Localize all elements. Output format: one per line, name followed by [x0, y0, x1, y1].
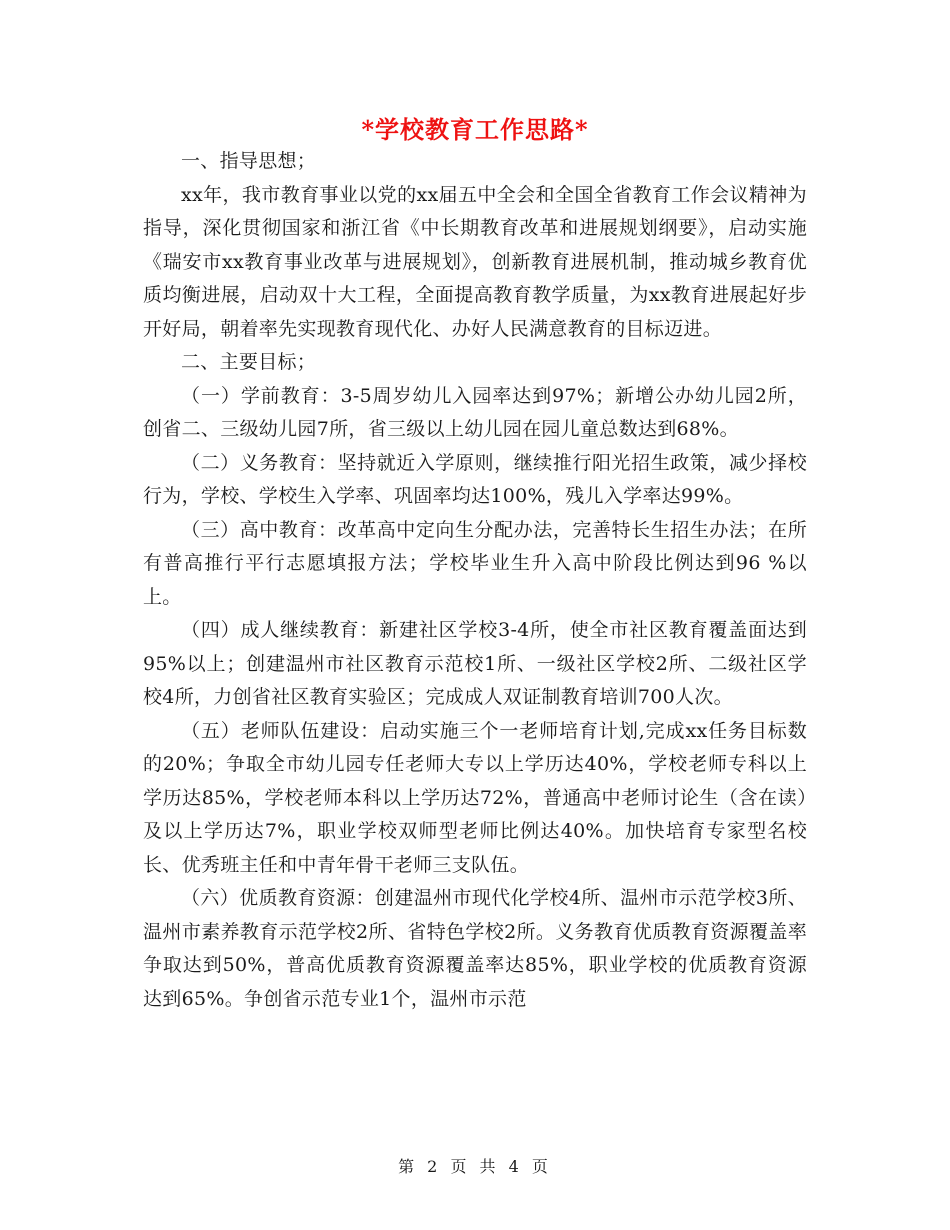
paragraph-adult-education: （四）成人继续教育：新建社区学校3-4所，使全市社区教育覆盖面达到95%以上；创建温州市社区教育示范校1所、一级社区学校2所、二级社区学校4所，力创省社区教育实验区；完成成人双证制教育培训700人次。	[143, 619, 807, 708]
paragraph-guiding-ideology: xx年，我市教育事业以党的xx届五中全会和全国全省教育工作会议精神为指导，深化贯彻国家和浙江省《中长期教育改革和进展规划纲要》，启动实施《瑞安市xx教育事业改革与进展规划》，创新教育进展机制，推动城乡教育优质均衡进展，启动双十大工程，全面提高教育教学质量，为xx教育进展起好步开好局，朝着率先实现教育现代化、办好人民满意教育的目标迈进。	[143, 183, 807, 340]
section-heading-guiding-ideology: 一、指导思想；	[181, 150, 317, 172]
paragraph-teacher-team: （五）老师队伍建设：启动实施三个一老师培育计划,完成xx任务目标数的20%；争取全市幼儿园专任老师大专以上学历达40%，学校老师专科以上学历达85%，学校老师本科以上学历达72%，普通高中老师讨论生（含在读）及以上学历达7%，职业学校双师型老师比例达40%。加快培育专家型名校长、优秀班主任和中青年骨干老师三支队伍。	[143, 719, 807, 876]
paragraph-preschool-education: （一）学前教育：3-5周岁幼儿入园率达到97%；新增公办幼儿园2所，创省二、三级幼儿园7所，省三级以上幼儿园在园儿童总数达到68%。	[143, 384, 807, 440]
page-footer: 第 2 页 共 4 页	[398, 1157, 552, 1176]
paragraph-high-school-education: （三）高中教育：改革高中定向生分配办法，完善特长生招生办法；在所有普高推行平行志愿填报方法；学校毕业生升入高中阶段比例达到96 %以上。	[143, 518, 807, 608]
paragraph-compulsory-education: （二）义务教育：坚持就近入学原则，继续推行阳光招生政策，减少择校行为，学校、学校生入学率、巩固率均达100%，残儿入学率达99%。	[143, 451, 807, 507]
document-body	[143, 145, 807, 1016]
document-title: *学校教育工作思路*	[361, 115, 589, 144]
paragraph-quality-resources: （六）优质教育资源：创建温州市现代化学校4所、温州市示范学校3所、温州市素养教育示范学校2所、省特色学校2所。义务教育优质教育资源覆盖率争取达到50%，普高优质教育资源覆盖率达85%，职业学校的优质教育资源达到65%。争创省示范专业1个，温州市示范	[143, 887, 807, 1010]
section-heading-main-goals: 二、主要目标；	[181, 351, 317, 373]
